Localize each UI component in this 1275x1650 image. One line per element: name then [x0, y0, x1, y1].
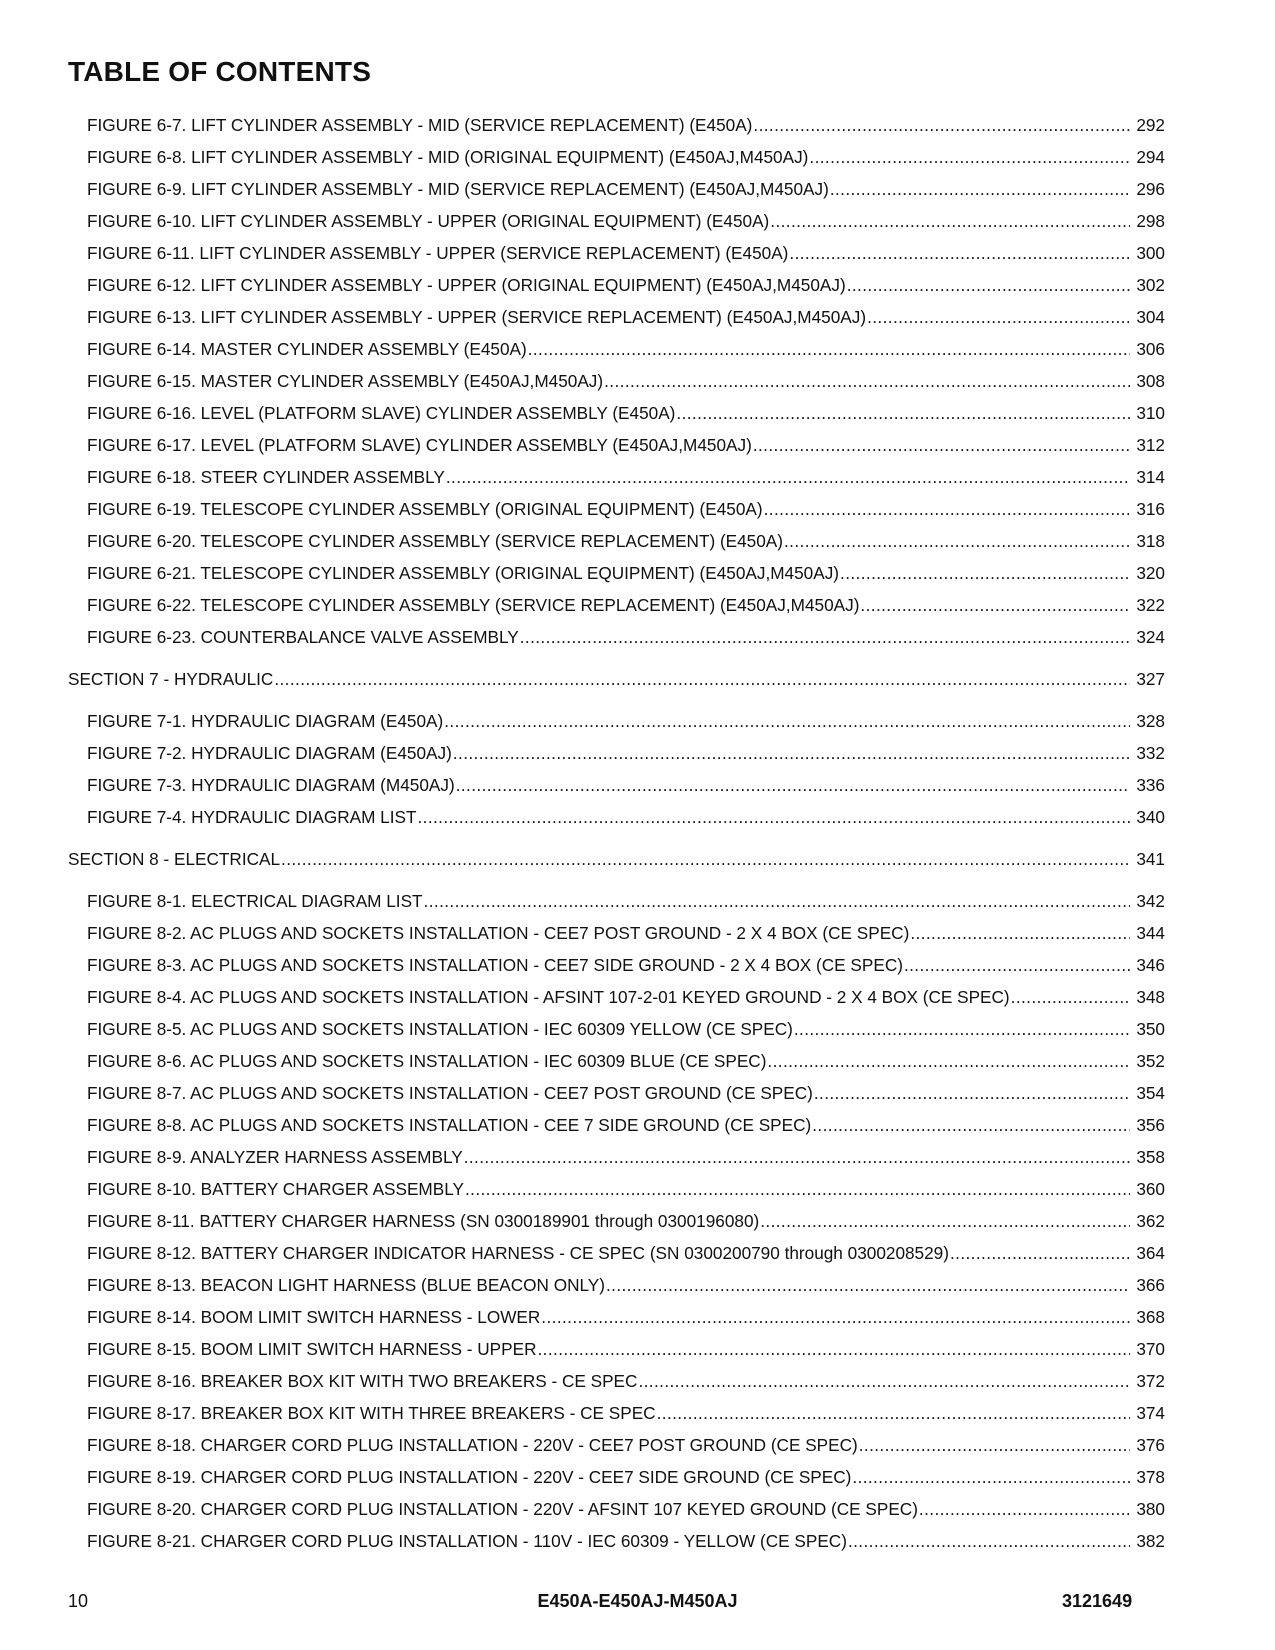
dot-leader: [453, 737, 1130, 769]
toc-figure-entry[interactable]: [0, 269, 1275, 301]
toc-entry-label: FIGURE 6-17. LEVEL (PLATFORM SLAVE) CYLINDER ASSEMBLY (E450AJ,M450AJ): [87, 435, 752, 455]
toc-entry-page: 306: [1136, 339, 1165, 359]
toc-figure-entry[interactable]: [0, 1429, 1275, 1461]
dot-leader: [528, 333, 1130, 365]
dot-leader: [753, 429, 1130, 461]
toc-entry-label: FIGURE 6-11. LIFT CYLINDER ASSEMBLY - UPPER (SERVICE REPLACEMENT) (E450A): [87, 243, 789, 263]
toc-entry-label: FIGURE 8-4. AC PLUGS AND SOCKETS INSTALLATION - AFSINT 107-2-01 KEYED GROUND - 2 X 4 BOX (CE SPEC): [87, 987, 1010, 1007]
dot-leader: [860, 589, 1130, 621]
dot-leader: [676, 397, 1130, 429]
toc-figure-entry[interactable]: [0, 109, 1275, 141]
dot-leader: [809, 141, 1130, 173]
toc-entry-label: SECTION 7 - HYDRAULIC: [68, 669, 274, 689]
toc-figure-entry[interactable]: [0, 981, 1275, 1013]
toc-entry-page: 348: [1136, 987, 1165, 1007]
dot-leader: [789, 237, 1130, 269]
dot-leader: [456, 769, 1130, 801]
toc-entry-page: 344: [1136, 923, 1165, 943]
toc-figure-entry[interactable]: [0, 1045, 1275, 1077]
dot-leader: [770, 205, 1130, 237]
toc-figure-entry[interactable]: [0, 949, 1275, 981]
toc-entry-page: 360: [1136, 1179, 1165, 1199]
toc-entry-page: 336: [1136, 775, 1165, 795]
dot-leader: [910, 917, 1130, 949]
toc-entry-page: 328: [1136, 711, 1165, 731]
dot-leader: [784, 525, 1130, 557]
toc-entry-label: FIGURE 8-11. BATTERY CHARGER HARNESS (SN 0300189901 through 0300196080): [87, 1211, 760, 1231]
toc-entry-page: 364: [1136, 1243, 1165, 1263]
dot-leader: [794, 1013, 1130, 1045]
toc-entry-label: FIGURE 8-8. AC PLUGS AND SOCKETS INSTALLATION - CEE 7 SIDE GROUND (CE SPEC): [87, 1115, 812, 1135]
dot-leader: [424, 885, 1130, 917]
toc-figure-entry[interactable]: [0, 365, 1275, 397]
toc-figure-entry[interactable]: [0, 493, 1275, 525]
toc-entry-label: FIGURE 8-20. CHARGER CORD PLUG INSTALLATION - 220V - AFSINT 107 KEYED GROUND (CE SPEC): [87, 1499, 918, 1519]
toc-entry-page: 296: [1136, 179, 1165, 199]
toc-entry-page: 302: [1136, 275, 1165, 295]
toc-entry-label: FIGURE 8-13. BEACON LIGHT HARNESS (BLUE BEACON ONLY): [87, 1275, 605, 1295]
toc-entry-label: FIGURE 8-10. BATTERY CHARGER ASSEMBLY: [87, 1179, 464, 1199]
toc-entry-page: 346: [1136, 955, 1165, 975]
toc-figure-entry[interactable]: [0, 525, 1275, 557]
toc-entry-page: 376: [1136, 1435, 1165, 1455]
dot-leader: [764, 493, 1130, 525]
toc-entry-page: 356: [1136, 1115, 1165, 1135]
toc-entry-page: 340: [1136, 807, 1165, 827]
toc-entry-label: FIGURE 8-17. BREAKER BOX KIT WITH THREE BREAKERS - CE SPEC: [87, 1403, 656, 1423]
dot-leader: [904, 949, 1130, 981]
toc-entry-page: 316: [1136, 499, 1165, 519]
toc-entry-page: 341: [1136, 849, 1165, 869]
toc-figure-entry[interactable]: [0, 205, 1275, 237]
toc-entry-page: 327: [1136, 669, 1165, 689]
toc-entry-label: FIGURE 6-22. TELESCOPE CYLINDER ASSEMBLY (SERVICE REPLACEMENT) (E450AJ,M450AJ): [87, 595, 860, 615]
toc-figure-entry[interactable]: [0, 705, 1275, 737]
toc-figure-entry[interactable]: [0, 1141, 1275, 1173]
toc-figure-entry[interactable]: [0, 589, 1275, 621]
toc-figure-entry[interactable]: [0, 769, 1275, 801]
toc-entry-label: FIGURE 8-19. CHARGER CORD PLUG INSTALLATION - 220V - CEE7 SIDE GROUND (CE SPEC): [87, 1467, 852, 1487]
toc-entry-label: FIGURE 8-7. AC PLUGS AND SOCKETS INSTALLATION - CEE7 POST GROUND (CE SPEC): [87, 1083, 813, 1103]
toc-figure-entry[interactable]: [0, 1269, 1275, 1301]
toc-entry-page: 358: [1136, 1147, 1165, 1167]
dot-leader: [520, 621, 1130, 653]
dot-leader: [767, 1045, 1130, 1077]
toc-entry-page: 324: [1136, 627, 1165, 647]
dot-leader: [657, 1397, 1130, 1429]
toc-figure-entry[interactable]: [0, 333, 1275, 365]
toc-figure-entry[interactable]: [0, 1013, 1275, 1045]
page-title: TABLE OF CONTENTS: [68, 56, 372, 87]
toc-entry-page: 312: [1136, 435, 1165, 455]
toc-entry-label: FIGURE 7-1. HYDRAULIC DIAGRAM (E450A): [87, 711, 444, 731]
toc-entry-label: FIGURE 6-23. COUNTERBALANCE VALVE ASSEMBLY: [87, 627, 519, 647]
dot-leader: [753, 109, 1130, 141]
dot-leader: [830, 173, 1130, 205]
dot-leader: [464, 1141, 1130, 1173]
toc-entry-label: SECTION 8 - ELECTRICAL: [68, 849, 281, 869]
dot-leader: [541, 1301, 1130, 1333]
toc-figure-entry[interactable]: [0, 1397, 1275, 1429]
toc-entry-page: 298: [1136, 211, 1165, 231]
toc-figure-entry[interactable]: [0, 461, 1275, 493]
toc-entry-page: 318: [1136, 531, 1165, 551]
toc-figure-entry[interactable]: [0, 397, 1275, 429]
toc-figure-entry[interactable]: [0, 885, 1275, 917]
toc-entry-page: 366: [1136, 1275, 1165, 1295]
table-of-contents: [0, 109, 1275, 1557]
toc-entry-page: 354: [1136, 1083, 1165, 1103]
toc-figure-entry[interactable]: [0, 173, 1275, 205]
toc-entry-page: 382: [1136, 1531, 1165, 1551]
toc-entry-label: FIGURE 8-2. AC PLUGS AND SOCKETS INSTALLATION - CEE7 POST GROUND - 2 X 4 BOX (CE SPEC): [87, 923, 910, 943]
toc-entry-label: FIGURE 6-16. LEVEL (PLATFORM SLAVE) CYLINDER ASSEMBLY (E450A): [87, 403, 676, 423]
dot-leader: [852, 1461, 1130, 1493]
dot-leader: [867, 301, 1130, 333]
toc-figure-entry[interactable]: [0, 1109, 1275, 1141]
toc-figure-entry[interactable]: [0, 1077, 1275, 1109]
toc-entry-page: 350: [1136, 1019, 1165, 1039]
toc-entry-label: FIGURE 8-12. BATTERY CHARGER INDICATOR HARNESS - CE SPEC (SN 0300200790 through 0300208529): [87, 1243, 949, 1263]
toc-figure-entry[interactable]: [0, 1365, 1275, 1397]
dot-leader: [919, 1493, 1130, 1525]
toc-entry-label: FIGURE 8-1. ELECTRICAL DIAGRAM LIST: [87, 891, 423, 911]
dot-leader: [760, 1205, 1130, 1237]
toc-entry-page: 332: [1136, 743, 1165, 763]
toc-entry-label: FIGURE 7-4. HYDRAULIC DIAGRAM LIST: [87, 807, 417, 827]
toc-entry-page: 370: [1136, 1339, 1165, 1359]
toc-entry-label: FIGURE 8-6. AC PLUGS AND SOCKETS INSTALLATION - IEC 60309 BLUE (CE SPEC): [87, 1051, 767, 1071]
toc-figure-entry[interactable]: [0, 237, 1275, 269]
toc-entry-page: 362: [1136, 1211, 1165, 1231]
toc-entry-page: 368: [1136, 1307, 1165, 1327]
toc-figure-entry[interactable]: [0, 141, 1275, 173]
toc-entry-page: 352: [1136, 1051, 1165, 1071]
footer-doc-number: 3121649: [1062, 1591, 1133, 1611]
toc-entry-label: FIGURE 8-16. BREAKER BOX KIT WITH TWO BREAKERS - CE SPEC: [87, 1371, 638, 1391]
toc-entry-label: FIGURE 6-8. LIFT CYLINDER ASSEMBLY - MID (ORIGINAL EQUIPMENT) (E450AJ,M450AJ): [87, 147, 809, 167]
dot-leader: [281, 843, 1130, 875]
toc-entry-page: 310: [1136, 403, 1165, 423]
dot-leader: [840, 557, 1130, 589]
toc-figure-entry[interactable]: [0, 1525, 1275, 1557]
toc-entry-page: 304: [1136, 307, 1165, 327]
toc-figure-entry[interactable]: [0, 1301, 1275, 1333]
dot-leader: [444, 705, 1130, 737]
toc-entry-page: 380: [1136, 1499, 1165, 1519]
dot-leader: [814, 1077, 1130, 1109]
dot-leader: [859, 1429, 1130, 1461]
toc-entry-label: FIGURE 8-5. AC PLUGS AND SOCKETS INSTALLATION - IEC 60309 YELLOW (CE SPEC): [87, 1019, 793, 1039]
toc-entry-label: FIGURE 8-18. CHARGER CORD PLUG INSTALLATION - 220V - CEE7 POST GROUND (CE SPEC): [87, 1435, 858, 1455]
dot-leader: [606, 1269, 1130, 1301]
toc-figure-entry[interactable]: [0, 1461, 1275, 1493]
toc-entry-page: 314: [1136, 467, 1165, 487]
toc-entry-label: FIGURE 6-13. LIFT CYLINDER ASSEMBLY - UPPER (SERVICE REPLACEMENT) (E450AJ,M450AJ): [87, 307, 867, 327]
toc-entry-label: FIGURE 7-2. HYDRAULIC DIAGRAM (E450AJ): [87, 743, 452, 763]
dot-leader: [465, 1173, 1130, 1205]
toc-figure-entry[interactable]: [0, 1493, 1275, 1525]
dot-leader: [638, 1365, 1130, 1397]
toc-entry-label: FIGURE 6-7. LIFT CYLINDER ASSEMBLY - MID (SERVICE REPLACEMENT) (E450A): [87, 115, 753, 135]
toc-figure-entry[interactable]: [0, 621, 1275, 653]
toc-entry-page: 322: [1136, 595, 1165, 615]
toc-figure-entry[interactable]: [0, 801, 1275, 833]
toc-figure-entry[interactable]: [0, 429, 1275, 461]
toc-entry-label: FIGURE 8-21. CHARGER CORD PLUG INSTALLATION - 110V - IEC 60309 - YELLOW (CE SPEC): [87, 1531, 847, 1551]
toc-entry-label: FIGURE 6-20. TELESCOPE CYLINDER ASSEMBLY (SERVICE REPLACEMENT) (E450A): [87, 531, 783, 551]
toc-entry-label: FIGURE 6-10. LIFT CYLINDER ASSEMBLY - UPPER (ORIGINAL EQUIPMENT) (E450A): [87, 211, 770, 231]
toc-entry-label: FIGURE 6-18. STEER CYLINDER ASSEMBLY: [87, 467, 445, 487]
dot-leader: [1011, 981, 1130, 1013]
toc-entry-page: 292: [1136, 115, 1165, 135]
toc-entry-page: 308: [1136, 371, 1165, 391]
toc-entry-label: FIGURE 7-3. HYDRAULIC DIAGRAM (M450AJ): [87, 775, 455, 795]
toc-entry-label: FIGURE 6-12. LIFT CYLINDER ASSEMBLY - UPPER (ORIGINAL EQUIPMENT) (E450AJ,M450AJ): [87, 275, 846, 295]
toc-entry-page: 372: [1136, 1371, 1165, 1391]
toc-entry-page: 378: [1136, 1467, 1165, 1487]
toc-figure-entry[interactable]: [0, 737, 1275, 769]
dot-leader: [950, 1237, 1130, 1269]
toc-figure-entry[interactable]: [0, 1205, 1275, 1237]
toc-section-entry[interactable]: [0, 843, 1275, 875]
dot-leader: [848, 1525, 1130, 1557]
toc-figure-entry[interactable]: [0, 1237, 1275, 1269]
footer-model: E450A-E450AJ-M450AJ: [537, 1591, 738, 1611]
toc-entry-label: FIGURE 6-15. MASTER CYLINDER ASSEMBLY (E450AJ,M450AJ): [87, 371, 604, 391]
toc-figure-entry[interactable]: [0, 917, 1275, 949]
toc-figure-entry[interactable]: [0, 557, 1275, 589]
dot-leader: [274, 663, 1130, 695]
toc-figure-entry[interactable]: [0, 301, 1275, 333]
dot-leader: [446, 461, 1130, 493]
toc-entry-label: FIGURE 6-9. LIFT CYLINDER ASSEMBLY - MID (SERVICE REPLACEMENT) (E450AJ,M450AJ): [87, 179, 829, 199]
toc-figure-entry[interactable]: [0, 1333, 1275, 1365]
toc-entry-page: 342: [1136, 891, 1165, 911]
toc-entry-label: FIGURE 8-14. BOOM LIMIT SWITCH HARNESS - LOWER: [87, 1307, 541, 1327]
footer-page-number: 10: [68, 1591, 89, 1611]
toc-entry-label: FIGURE 8-9. ANALYZER HARNESS ASSEMBLY: [87, 1147, 463, 1167]
toc-entry-page: 374: [1136, 1403, 1165, 1423]
toc-entry-page: 300: [1136, 243, 1165, 263]
toc-section-entry[interactable]: [0, 663, 1275, 695]
toc-entry-label: FIGURE 6-21. TELESCOPE CYLINDER ASSEMBLY (ORIGINAL EQUIPMENT) (E450AJ,M450AJ): [87, 563, 840, 583]
page-footer: [0, 1591, 1275, 1619]
dot-leader: [812, 1109, 1130, 1141]
dot-leader: [417, 801, 1130, 833]
toc-entry-label: FIGURE 6-14. MASTER CYLINDER ASSEMBLY (E450A): [87, 339, 527, 359]
dot-leader: [847, 269, 1130, 301]
toc-entry-label: FIGURE 8-15. BOOM LIMIT SWITCH HARNESS - UPPER: [87, 1339, 537, 1359]
toc-entry-page: 294: [1136, 147, 1165, 167]
toc-entry-label: FIGURE 6-19. TELESCOPE CYLINDER ASSEMBLY (ORIGINAL EQUIPMENT) (E450A): [87, 499, 763, 519]
toc-entry-page: 320: [1136, 563, 1165, 583]
dot-leader: [604, 365, 1130, 397]
toc-entry-label: FIGURE 8-3. AC PLUGS AND SOCKETS INSTALLATION - CEE7 SIDE GROUND - 2 X 4 BOX (CE SPEC): [87, 955, 903, 975]
toc-figure-entry[interactable]: [0, 1173, 1275, 1205]
dot-leader: [538, 1333, 1131, 1365]
